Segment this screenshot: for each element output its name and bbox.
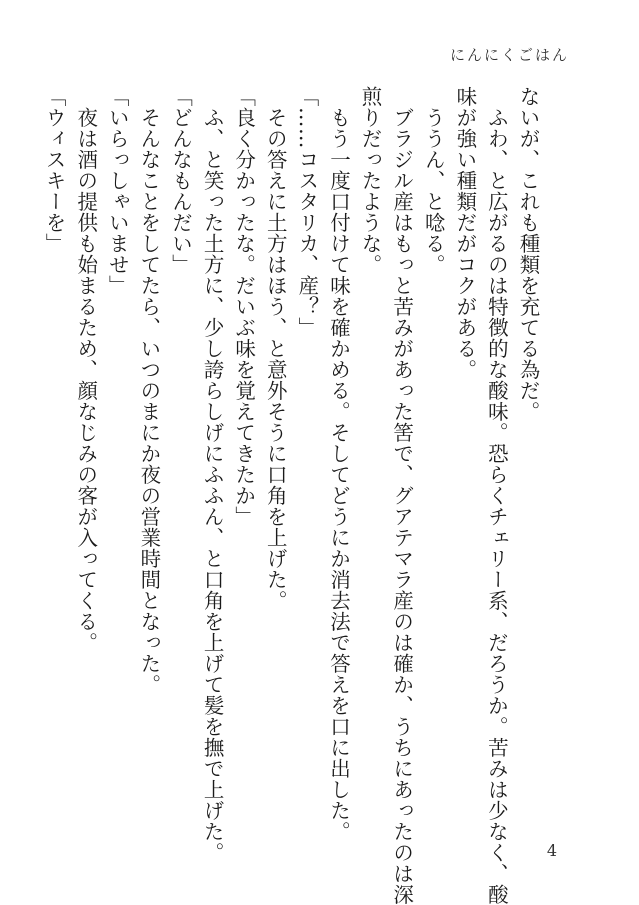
text-line: 「ウィスキーを」: [42, 86, 67, 254]
text-line: 味が強い種類だがコクがある。: [452, 86, 477, 380]
text-line: ふ、と笑った土方に、少し誇らしげにふふん、と口角を上げて髪を撫で上げた。: [200, 86, 225, 863]
text-line: ないが、これも種類を充てる為だ。: [516, 86, 540, 422]
text-line: そんなことをしてたら、いつのまにか夜の営業時間となった。: [136, 86, 161, 695]
text-line: その答えに土方はほう、と意外そうに口角を上げた。: [263, 86, 288, 611]
text-line: 「いらっしゃいませ」: [105, 86, 130, 296]
text-line: 夜は酒の提供も始まるため、顔なじみの客が入ってくる。: [73, 86, 98, 653]
text-line: 「良く分かったな。だいぶ味を覚えてきたか」: [231, 86, 256, 527]
text-line: 「どんなもんだい」: [168, 86, 193, 275]
text-line: ブラジル産はもっと苦みがあった筈で、グアテマラ産のは確か、うちにあったのは深: [389, 86, 414, 905]
vertical-body-text: [38, 86, 544, 905]
text-line: 煎りだったような。: [358, 86, 383, 275]
page-number: 4: [546, 841, 557, 860]
text-line: ううん、と唸る。: [421, 86, 446, 275]
running-header: にんにくごはん: [449, 46, 569, 64]
text-line: 「……コスタリカ、産？」: [294, 86, 319, 338]
text-line: もう一度口付けて味を確かめる。そしてどうにか消去法で答えを口に出した。: [326, 86, 351, 842]
text-line: ふわ、と広がるのは特徴的な酸味。恐らくチェリー系、だろうか。苦みは少なく、酸: [484, 86, 509, 905]
